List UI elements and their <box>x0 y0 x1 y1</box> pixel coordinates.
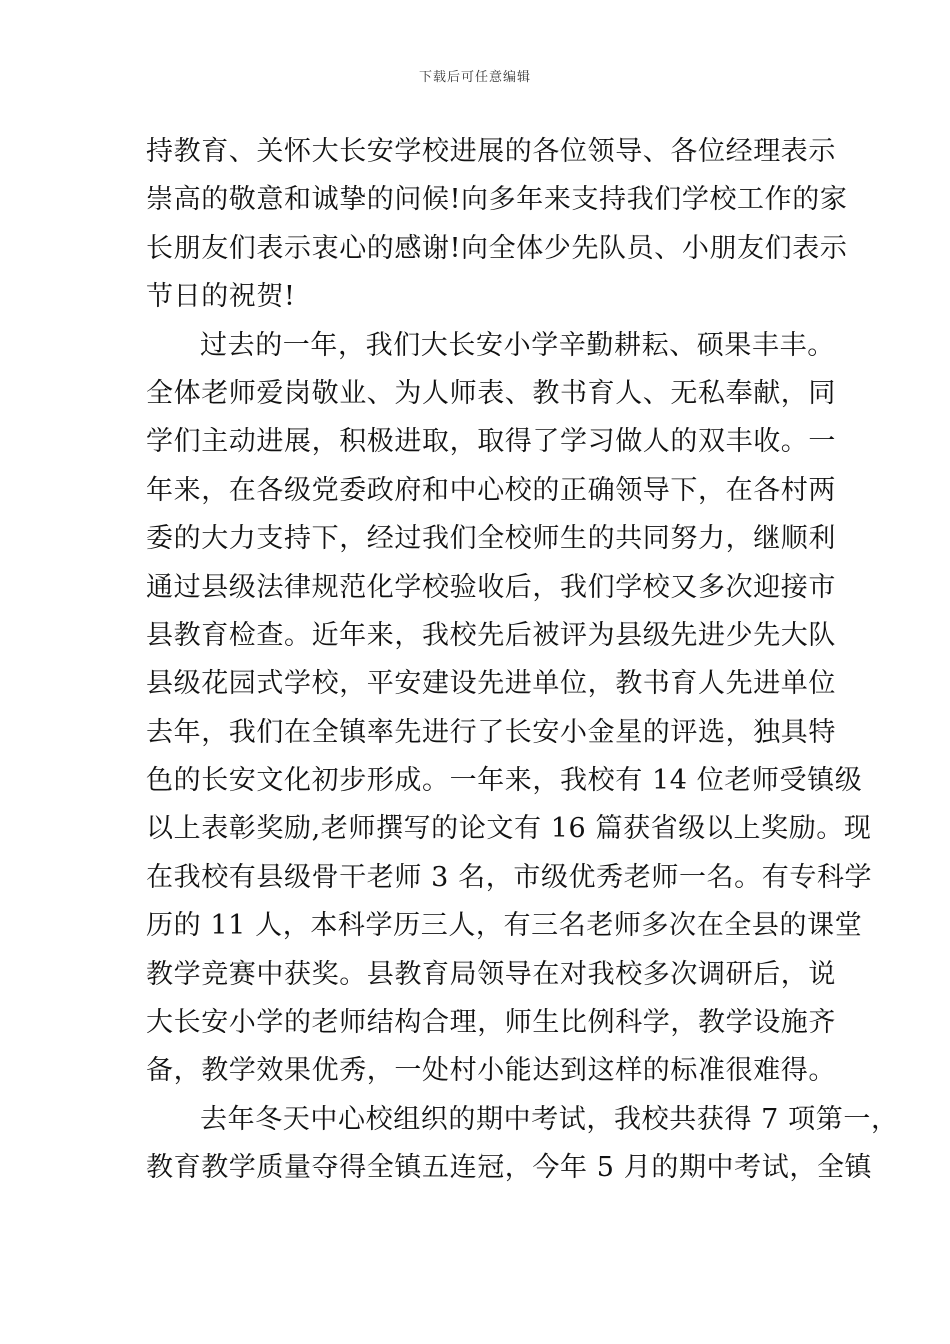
document-body <box>146 128 899 1193</box>
text-line: 备，教学效果优秀，一处村小能达到这样的标准很难得。 <box>146 1055 836 1087</box>
paragraph-start-line: 去年冬天中心校组织的期中考试，我校共获得 7 项第一， <box>200 1103 899 1135</box>
text-line: 教学竞赛中获奖。县教育局领导在对我校多次调研后，说 <box>146 958 836 990</box>
text-line: 县教育检查。近年来，我校先后被评为县级先进少先大队 <box>146 619 836 651</box>
text-line: 历的 11 人，本科学历三人，有三名老师多次在全县的课堂 <box>146 910 863 942</box>
text-line: 在我校有县级骨干老师 3 名，市级优秀老师一名。有专科学 <box>146 861 873 893</box>
text-line: 年来，在各级党委政府和中心校的正确领导下，在各村两 <box>146 474 836 506</box>
text-line: 县级花园式学校，平安建设先进单位，教书育人先进单位 <box>146 668 836 700</box>
paragraph-start-line: 过去的一年，我们大长安小学辛勤耕耘、硕果丰丰。 <box>200 329 835 361</box>
text-line: 色的长安文化初步形成。一年来，我校有 14 位老师受镇级 <box>146 765 863 797</box>
text-line: 全体老师爱岗敬业、为人师表、教书育人、无私奉献，同 <box>146 377 836 409</box>
text-line: 崇高的敬意和诚挚的问候!向多年来支持我们学校工作的家 <box>146 184 848 216</box>
text-line: 长朋友们表示衷心的感谢!向全体少先队员、小朋友们表示 <box>146 232 848 264</box>
text-line: 学们主动进展，积极进取，取得了学习做人的双丰收。一 <box>146 426 836 458</box>
text-line: 教育教学质量夺得全镇五连冠，今年 5 月的期中考试，全镇 <box>146 1152 873 1184</box>
text-line: 以上表彰奖励,老师撰写的论文有 16 篇获省级以上奖励。现 <box>146 813 872 845</box>
text-line: 节日的祝贺! <box>146 281 296 313</box>
text-line: 通过县级法律规范化学校验收后，我们学校又多次迎接市 <box>146 571 836 603</box>
text-line: 委的大力支持下，经过我们全校师生的共同努力，继顺利 <box>146 523 836 555</box>
text-line: 大长安小学的老师结构合理，师生比例科学，教学设施齐 <box>146 1007 836 1039</box>
text-line: 持教育、关怀大长安学校进展的各位领导、各位经理表示 <box>146 136 836 167</box>
text-line: 去年，我们在全镇率先进行了长安小金星的评选，独具特 <box>146 716 836 748</box>
page-header: 下载后可任意编辑 <box>418 70 531 85</box>
